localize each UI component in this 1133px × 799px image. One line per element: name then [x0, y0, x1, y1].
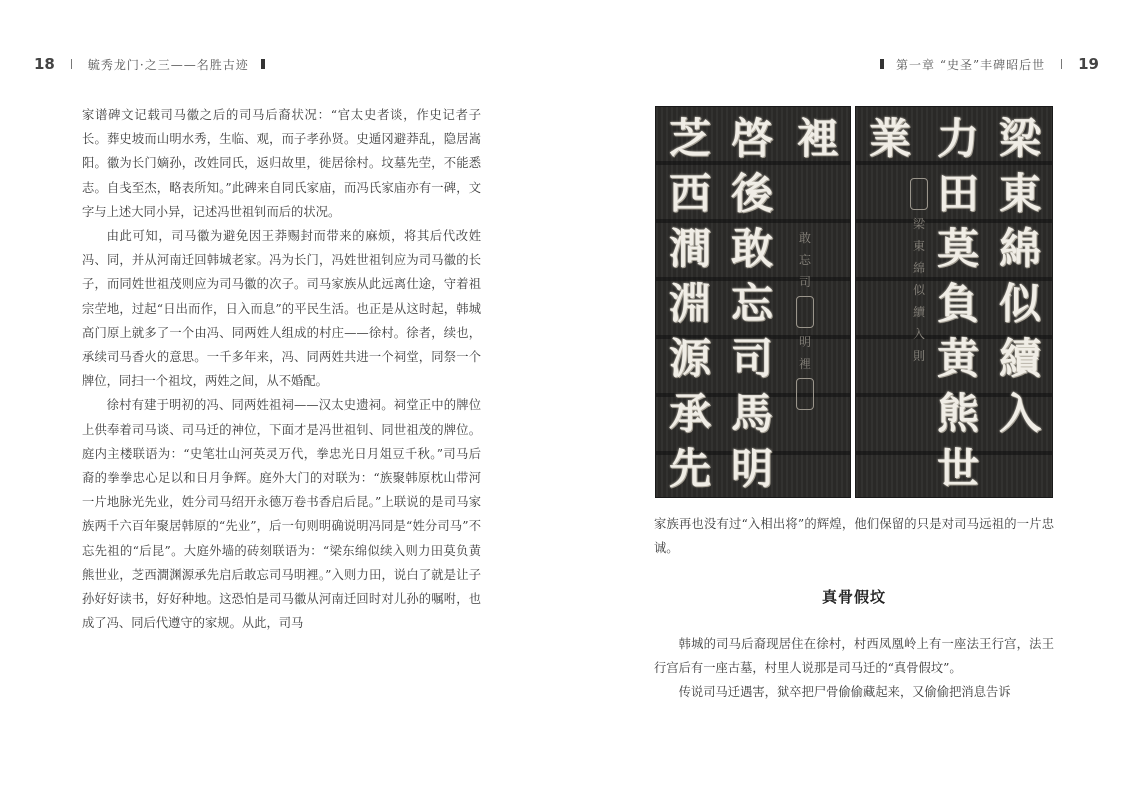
inscription-char: 淵 — [668, 279, 711, 328]
inscription-char: 西 — [668, 169, 711, 218]
inscription-char: 芝 — [668, 114, 711, 163]
left-page-number: 18 — [34, 55, 55, 73]
inscription-char: 澗 — [668, 224, 711, 273]
inscription-char: 續 — [998, 334, 1041, 383]
right-body-text — [654, 632, 1054, 705]
right-page-number: 19 — [1078, 55, 1099, 73]
inscription-char: 熊 — [936, 389, 979, 438]
inscription-char: 東 — [998, 169, 1041, 218]
inscription-char: 似 — [998, 279, 1041, 328]
right-running-header — [868, 52, 1099, 76]
seal-stamp — [796, 378, 814, 410]
inscription-char: 世 — [936, 444, 979, 493]
inscription-char: 負 — [936, 279, 979, 328]
inscription-char: 業 — [868, 114, 911, 163]
left-running-header — [34, 52, 277, 76]
inscription-char: 忘 — [730, 279, 773, 328]
inscription-column — [792, 111, 844, 166]
brick-inscription-right-panel — [855, 106, 1053, 498]
inscription-char: 莫 — [936, 224, 979, 273]
header-marker — [261, 59, 265, 69]
inscription-small-column: 敢 忘 司 明 裡 — [796, 227, 814, 413]
right-header-title: 第一章 “史圣”丰碑昭后世 — [896, 57, 1046, 72]
section-title: 真骨假坟 — [821, 588, 886, 606]
brick-inscription-left-panel — [655, 106, 851, 498]
seal-stamp — [796, 296, 814, 328]
paragraph: 家谱碑文记载司马徽之后的司马后裔状况：“官太史者谈，作史记者子长。葬史坡而山明水秀，生临、观，而子孝孙贤。史遁冈避莽乱，隐居嵩阳。徽为长门嫡孙，改姓同氏，返归故里，徙居徐村。坟墓先茔，不能悉志。自戋至杰，略表所知。”此碑来自同氏家庙，而冯氏家庙亦有一碑，文字与上述大同小异，记述冯世祖钊而后的状况。 — [82, 108, 481, 219]
paragraph: 韩城的司马后裔现居住在徐村，村西凤凰岭上有一座法王行宫，法王行宫后有一座古墓，村里人说那是司马迁的“真骨假坟”。 — [654, 637, 1054, 676]
inscription-char: 承 — [668, 389, 711, 438]
inscription-char: 入 — [998, 389, 1041, 438]
inscription-char: 後 — [730, 169, 773, 218]
inscription-column — [726, 111, 778, 496]
inscription-char: 源 — [668, 334, 711, 383]
inscription-char: 先 — [668, 444, 711, 493]
inscription-char: 黄 — [936, 334, 979, 383]
header-divider — [1061, 59, 1062, 69]
inscription-char: 敢 — [730, 224, 773, 273]
inscription-photo — [655, 106, 1053, 498]
seal-stamp — [910, 178, 928, 210]
paragraph: 由此可知，司马徽为避免因王莽赐封而带来的麻烦，将其后代改姓冯、同，并从河南迁回韩城老家。冯为长门，冯姓世祖钊应为司马徽的长子，而同姓世祖茂则应为司马徽的次子。司马家族从此远离仕途，守着祖宗茔地，过起“日出而作，日入而息”的平民生活。也正是从这时起，韩城高门原上就多了一个由冯、同两姓人组成的村庄——徐村。徐者，续也，承续司马香火的意思。一千多年来，冯、同两姓共进一个祠堂，同祭一个牌位，同扫一个祖坟，两姓之间，从不婚配。 — [82, 229, 481, 389]
inscription-column — [994, 111, 1046, 441]
inscription-column — [864, 111, 916, 166]
inscription-char: 裡 — [796, 114, 839, 163]
paragraph: 徐村有建于明初的冯、同两姓祖祠——汉太史遗祠。祠堂正中的牌位上供奉着司马谈、司马迁的神位，下面才是冯世祖钊、同世祖茂的牌位。庭内主楼联语为：“史笔壮山河英灵万代，拳忠光日月俎豆千秋。”司马后裔的拳拳忠心足以和日月争辉。庭外大门的对联为：“族聚韩原枕山带河一片地脉光先业，姓分司马绍开永德万卷书香启后昆。”上联说的是司马家族两千六百年聚居韩原的“先业”，后一句则明确说明冯同是“姓分司马”不忘先祖的“后昆”。大庭外墙的砖刻联语为：“梁东绵似续入则力田莫负黄熊世业，芝西澗渊源承先启后敢忘司马明裡。”入则力田，说白了就是让子孙好好读书，好好种地。这恐怕是司马徽从河南迁回时对儿孙的嘱咐，也成了冯、同后代遵守的家规。从此，司马 — [82, 398, 481, 631]
inscription-char: 綿 — [998, 224, 1041, 273]
left-page — [0, 0, 566, 799]
paragraph: 传说司马迁遇害，狱卒把尸骨偷偷藏起来，又偷偷把消息告诉 — [678, 685, 1011, 700]
inscription-char: 力 — [936, 114, 979, 163]
paragraph: 家族再也没有过“入相出将”的辉煌，他们保留的只是对司马远祖的一片忠诚。 — [654, 517, 1054, 556]
left-header-title: 毓秀龙门·之三——名胜古迹 — [87, 57, 249, 72]
inscription-small-column: 梁 東 綿 似 續 入 則 — [910, 175, 928, 367]
inscription-char: 田 — [936, 169, 979, 218]
inscription-char: 司 — [730, 334, 773, 383]
caption-continuation — [654, 512, 1054, 560]
inscription-char: 馬 — [730, 389, 773, 438]
left-body-text — [82, 103, 481, 635]
inscription-char: 明 — [730, 444, 773, 493]
inscription-column — [664, 111, 716, 496]
inscription-char: 梁 — [998, 114, 1041, 163]
header-divider — [71, 59, 72, 69]
inscription-column — [932, 111, 984, 496]
header-marker — [880, 59, 884, 69]
right-page — [566, 0, 1133, 799]
inscription-char: 啓 — [730, 114, 773, 163]
